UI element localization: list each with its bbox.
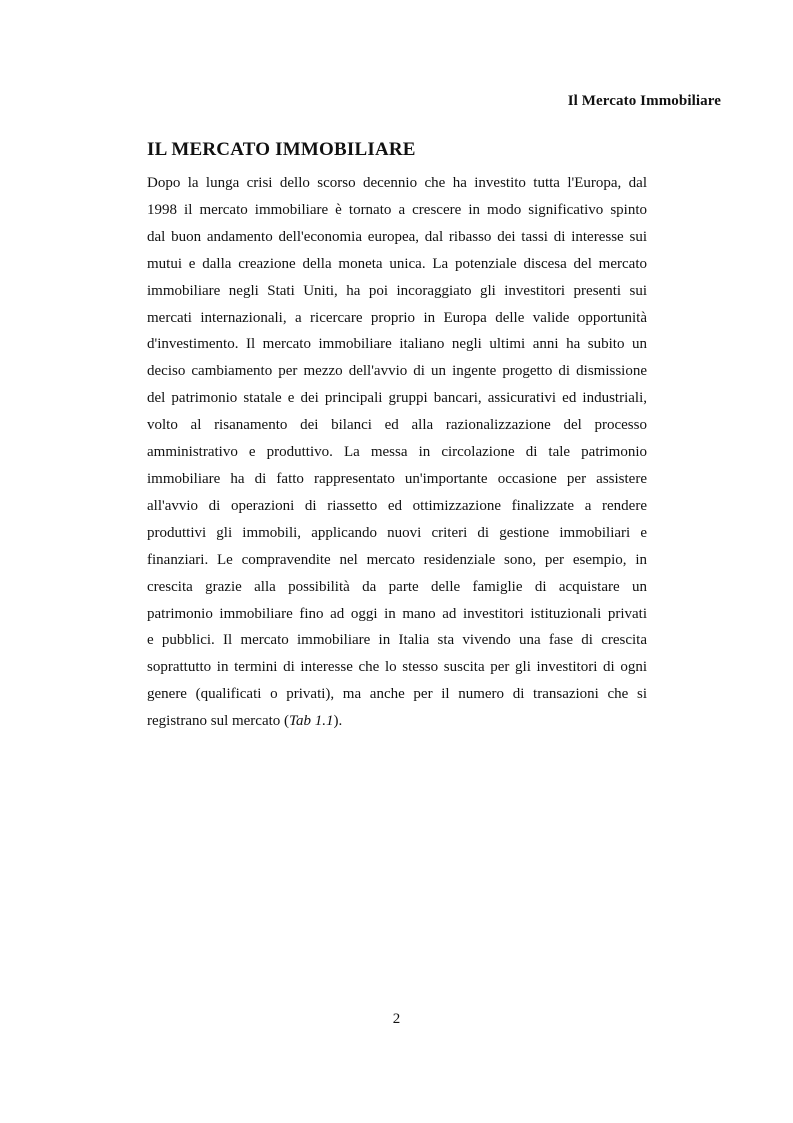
section-title: IL MERCATO IMMOBILIARE	[147, 139, 416, 160]
body-paragraph	[147, 170, 647, 735]
paragraph-line: deciso cambiamento per mezzo dell'avvio di un ingente progetto di dismissione	[147, 363, 647, 380]
paragraph-line: dal buon andamento dell'economia europea, dal ribasso dei tassi di interesse sui	[147, 228, 647, 245]
page-number: 2	[392, 1011, 401, 1027]
paragraph-line: patrimonio immobiliare fino ad oggi in mano ad investitori istituzionali privati	[147, 605, 647, 622]
paragraph-line: crescita grazie alla possibilità da parte delle famiglie di acquistare un	[147, 578, 647, 595]
paragraph-line: amministrativo e produttivo. La messa in circolazione di tale patrimonio	[147, 444, 647, 461]
paragraph-line: e pubblici. Il mercato immobiliare in Italia sta vivendo una fase di crescita	[147, 632, 647, 649]
paragraph-last-line	[147, 708, 647, 735]
paragraph-line: immobiliare negli Stati Uniti, ha poi incoraggiato gli investitori presenti sui	[147, 282, 647, 299]
paragraph-line: d'investimento. Il mercato immobiliare italiano negli ultimi anni ha subito un	[147, 336, 647, 353]
paragraph-line: 1998 il mercato immobiliare è tornato a crescere in modo significativo spinto	[147, 201, 647, 218]
paragraph-line: volto al risanamento dei bilanci ed alla razionalizzazione del processo	[147, 417, 647, 434]
paragraph-line: Dopo la lunga crisi dello scorso decennio che ha investito tutta l'Europa, dal	[147, 175, 647, 191]
paragraph-line: del patrimonio statale e dei principali gruppi bancari, assicurativi ed industriali,	[147, 390, 647, 407]
paragraph-line: mercati internazionali, a ricercare proprio in Europa delle valide opportunità	[147, 309, 647, 326]
paragraph-line: produttivi gli immobili, applicando nuovi criteri di gestione immobiliari e	[147, 524, 647, 541]
paragraph-line: mutui e dalla creazione della moneta unica. La potenziale discesa del mercato	[147, 255, 647, 272]
last-line-closing: ).	[333, 713, 343, 730]
paragraph-line: all'avvio di operazioni di riassetto ed ottimizzazione finalizzate a rendere	[147, 497, 647, 514]
paragraph-line: finanziari. Le compravendite nel mercato residenziale sono, per esempio, in	[147, 551, 647, 568]
last-line-text: registrano sul mercato (	[147, 713, 290, 730]
paragraph-line: immobiliare ha di fatto rappresentato un'importante occasione per assistere	[147, 470, 647, 487]
running-header: Il Mercato Immobiliare	[567, 93, 721, 109]
paragraph-line: genere (qualificati o privati), ma anche per il numero di transazioni che si	[147, 686, 647, 703]
table-reference-link[interactable]: Tab 1.1	[289, 713, 334, 730]
paragraph-line: soprattutto in termini di interesse che lo stesso suscita per gli investitori di ogni	[147, 659, 647, 676]
